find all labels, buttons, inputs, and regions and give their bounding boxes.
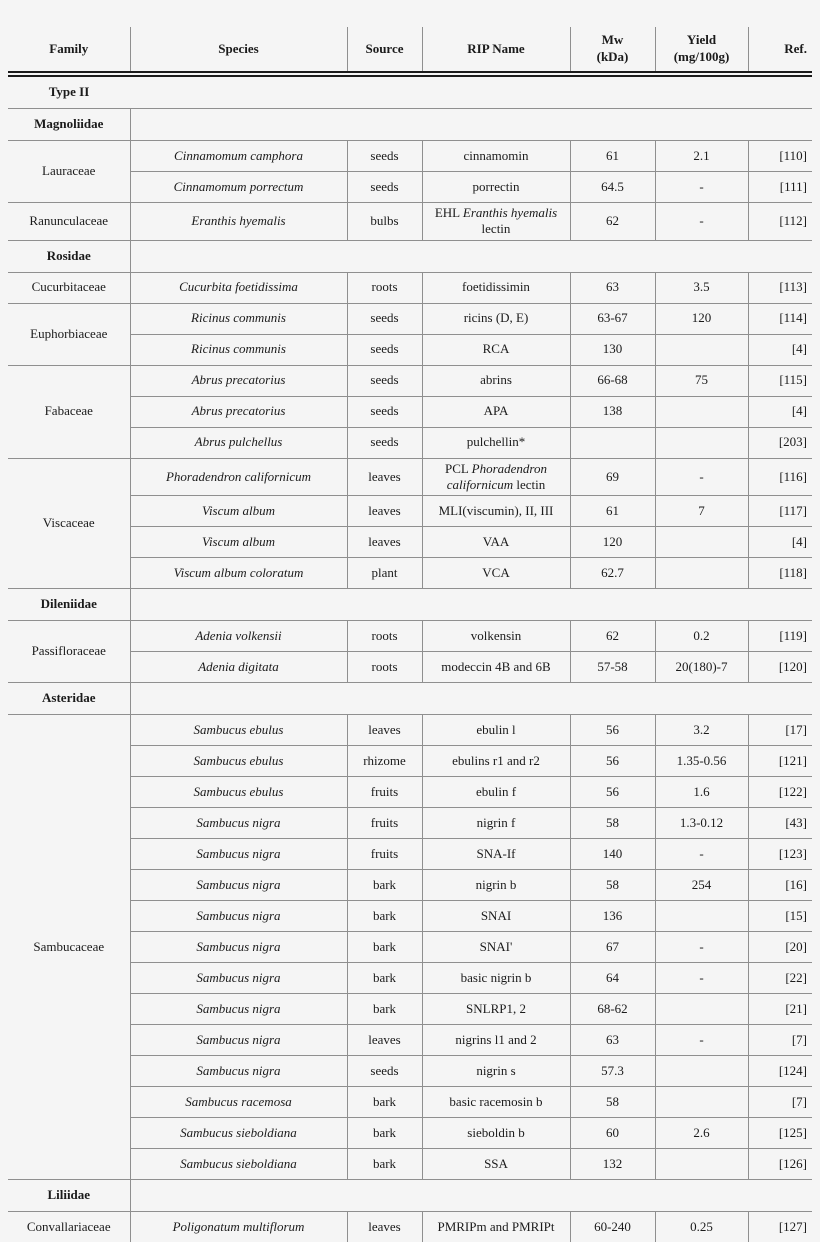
cell-ref: [118] [748, 558, 812, 589]
cell-ref: [4] [748, 396, 812, 427]
cell-source: bark [347, 932, 422, 963]
cell-ref: [7] [748, 1087, 812, 1118]
cell-mw: 62 [570, 203, 655, 241]
cell-source: leaves [347, 1025, 422, 1056]
cell-species: Sambucus nigra [130, 963, 347, 994]
cell-ref: [127] [748, 1212, 812, 1242]
section-row [8, 1180, 812, 1212]
section-spacer [130, 74, 812, 109]
cell-species: Abrus pulchellus [130, 427, 347, 458]
section-row [8, 683, 812, 715]
species-name-inline: Eranthis hyemalis [463, 205, 557, 220]
cell-source: bark [347, 1118, 422, 1149]
cell-species: Sambucus racemosa [130, 1087, 347, 1118]
cell-ref: [43] [748, 808, 812, 839]
cell-mw: 60-240 [570, 1212, 655, 1242]
table-row [8, 303, 812, 334]
section-label: Liliidae [8, 1180, 130, 1212]
rip-name-text: lectin [513, 477, 545, 492]
cell-rip-name: porrectin [422, 172, 570, 203]
table-row [8, 365, 812, 396]
cell-source: roots [347, 652, 422, 683]
cell-species: Abrus precatorius [130, 365, 347, 396]
cell-mw: 62.7 [570, 558, 655, 589]
cell-rip-name: SNA-If [422, 839, 570, 870]
cell-rip-name: modeccin 4B and 6B [422, 652, 570, 683]
cell-yield: 254 [655, 870, 748, 901]
section-spacer [130, 683, 812, 715]
cell-rip-name [422, 203, 570, 241]
cell-yield [655, 1056, 748, 1087]
cell-ref: [120] [748, 652, 812, 683]
cell-source: fruits [347, 839, 422, 870]
cell-ref: [126] [748, 1149, 812, 1180]
cell-rip-name: APA [422, 396, 570, 427]
cell-source: bark [347, 994, 422, 1025]
cell-ref: [17] [748, 715, 812, 746]
cell-ref: [4] [748, 334, 812, 365]
document-page [0, 27, 820, 1242]
cell-rip-name: SNAI' [422, 932, 570, 963]
cell-yield: 7 [655, 496, 748, 527]
cell-source: seeds [347, 334, 422, 365]
cell-yield [655, 994, 748, 1025]
cell-rip-name: cinnamomin [422, 141, 570, 172]
cell-yield: - [655, 839, 748, 870]
cell-species: Sambucus nigra [130, 870, 347, 901]
cell-yield [655, 527, 748, 558]
cell-family: Viscaceae [8, 458, 130, 589]
cell-source: seeds [347, 141, 422, 172]
cell-species: Eranthis hyemalis [130, 203, 347, 241]
cell-family: Euphorbiaceae [8, 303, 130, 365]
section-spacer [130, 589, 812, 621]
rip-table [8, 27, 812, 1242]
cell-rip-name: VCA [422, 558, 570, 589]
cell-rip-name: ricins (D, E) [422, 303, 570, 334]
column-header-mw [570, 27, 655, 74]
cell-source: bark [347, 901, 422, 932]
section-label: Rosidae [8, 240, 130, 272]
cell-rip-name: nigrin f [422, 808, 570, 839]
table-row [8, 272, 812, 303]
cell-mw: 63 [570, 272, 655, 303]
cell-yield: - [655, 172, 748, 203]
cell-yield: - [655, 932, 748, 963]
cell-rip-name: ebulins r1 and r2 [422, 746, 570, 777]
cell-rip-name: sieboldin b [422, 1118, 570, 1149]
cell-source: fruits [347, 777, 422, 808]
table-row [8, 458, 812, 496]
cell-species: Sambucus nigra [130, 1025, 347, 1056]
section-row [8, 74, 812, 109]
cell-rip-name: nigrins l1 and 2 [422, 1025, 570, 1056]
cell-family: Lauraceae [8, 141, 130, 203]
cell-ref: [117] [748, 496, 812, 527]
section-label: Dileniidae [8, 589, 130, 621]
cell-rip-name: RCA [422, 334, 570, 365]
section-row [8, 109, 812, 141]
header-label: Family [11, 41, 127, 58]
table-row [8, 141, 812, 172]
cell-yield: 0.2 [655, 621, 748, 652]
cell-ref: [203] [748, 427, 812, 458]
cell-yield: 1.6 [655, 777, 748, 808]
header-label: Mw [574, 32, 652, 49]
cell-mw: 61 [570, 496, 655, 527]
cell-rip-name: volkensin [422, 621, 570, 652]
cell-rip-name: foetidissimin [422, 272, 570, 303]
cell-source: bark [347, 963, 422, 994]
cell-rip-name: basic nigrin b [422, 963, 570, 994]
cell-ref: [121] [748, 746, 812, 777]
cell-source: seeds [347, 365, 422, 396]
cell-ref: [125] [748, 1118, 812, 1149]
cell-yield [655, 427, 748, 458]
cell-yield: 0.25 [655, 1212, 748, 1242]
cell-rip-name: basic racemosin b [422, 1087, 570, 1118]
table-row [8, 203, 812, 241]
section-spacer [130, 240, 812, 272]
cell-species: Sambucus nigra [130, 1056, 347, 1087]
header-label: Source [351, 41, 419, 58]
section-row [8, 240, 812, 272]
cell-species: Abrus precatorius [130, 396, 347, 427]
cell-ref: [115] [748, 365, 812, 396]
cell-rip-name: abrins [422, 365, 570, 396]
cell-source: fruits [347, 808, 422, 839]
cell-ref: [21] [748, 994, 812, 1025]
cell-species: Phoradendron californicum [130, 458, 347, 496]
cell-yield: - [655, 963, 748, 994]
cell-ref: [20] [748, 932, 812, 963]
cell-yield: 2.6 [655, 1118, 748, 1149]
rip-name-text: PCL [445, 461, 472, 476]
cell-source: bark [347, 870, 422, 901]
cell-yield: - [655, 203, 748, 241]
cell-yield: 3.2 [655, 715, 748, 746]
cell-yield: 1.3-0.12 [655, 808, 748, 839]
cell-mw: 56 [570, 777, 655, 808]
cell-family: Convallariaceae [8, 1212, 130, 1242]
cell-ref: [111] [748, 172, 812, 203]
cell-ref: [7] [748, 1025, 812, 1056]
cell-rip-name: SSA [422, 1149, 570, 1180]
cell-source: plant [347, 558, 422, 589]
cell-rip-name: VAA [422, 527, 570, 558]
cell-species: Ricinus communis [130, 334, 347, 365]
cell-mw: 58 [570, 870, 655, 901]
cell-mw: 64.5 [570, 172, 655, 203]
header-row [8, 27, 812, 74]
cell-ref: [124] [748, 1056, 812, 1087]
cell-species: Sambucus ebulus [130, 777, 347, 808]
header-unit: (kDa) [574, 49, 652, 66]
cell-species: Sambucus nigra [130, 901, 347, 932]
section-spacer [130, 1180, 812, 1212]
cell-yield: 1.35-0.56 [655, 746, 748, 777]
cell-species: Cucurbita foetidissima [130, 272, 347, 303]
cell-species: Sambucus nigra [130, 994, 347, 1025]
cell-ref: [119] [748, 621, 812, 652]
header-label: Ref. [752, 41, 808, 58]
cell-ref: [16] [748, 870, 812, 901]
cell-mw: 57.3 [570, 1056, 655, 1087]
cell-rip-name [422, 458, 570, 496]
cell-yield: - [655, 1025, 748, 1056]
column-header-source [347, 27, 422, 74]
cell-ref: [116] [748, 458, 812, 496]
cell-species: Sambucus ebulus [130, 746, 347, 777]
cell-mw [570, 427, 655, 458]
cell-rip-name: SNLRP1, 2 [422, 994, 570, 1025]
cell-mw: 69 [570, 458, 655, 496]
cell-mw: 58 [570, 808, 655, 839]
table-row [8, 621, 812, 652]
cell-source: seeds [347, 427, 422, 458]
cell-source: leaves [347, 715, 422, 746]
column-header-family [8, 27, 130, 74]
cell-species: Cinnamomum porrectum [130, 172, 347, 203]
cell-mw: 62 [570, 621, 655, 652]
cell-ref: [112] [748, 203, 812, 241]
cell-species: Ricinus communis [130, 303, 347, 334]
cell-ref: [22] [748, 963, 812, 994]
cell-mw: 130 [570, 334, 655, 365]
cell-source: leaves [347, 496, 422, 527]
cell-source: bulbs [347, 203, 422, 241]
cell-family: Cucurbitaceae [8, 272, 130, 303]
cell-source: bark [347, 1149, 422, 1180]
table-body [8, 74, 812, 1242]
section-label: Type II [8, 74, 130, 109]
column-header-ref [748, 27, 812, 74]
cell-rip-name: pulchellin* [422, 427, 570, 458]
cell-species: Sambucus nigra [130, 839, 347, 870]
column-header-yield [655, 27, 748, 74]
cell-mw: 67 [570, 932, 655, 963]
cell-rip-name: nigrin b [422, 870, 570, 901]
cell-source: roots [347, 272, 422, 303]
cell-ref: [122] [748, 777, 812, 808]
section-label: Asteridae [8, 683, 130, 715]
cell-ref: [123] [748, 839, 812, 870]
cell-yield [655, 901, 748, 932]
cell-species: Sambucus nigra [130, 808, 347, 839]
header-unit: (mg/100g) [659, 49, 745, 66]
cell-species: Poligonatum multiflorum [130, 1212, 347, 1242]
cell-species: Sambucus sieboldiana [130, 1149, 347, 1180]
cell-species: Viscum album coloratum [130, 558, 347, 589]
species-name-inline: Phoradendron californicum [447, 461, 547, 492]
cell-family: Sambucaceae [8, 715, 130, 1180]
rip-name-text: lectin [482, 221, 511, 236]
header-label: Species [134, 41, 344, 58]
cell-mw: 60 [570, 1118, 655, 1149]
cell-species: Viscum album [130, 527, 347, 558]
cell-species: Sambucus sieboldiana [130, 1118, 347, 1149]
cell-family: Ranunculaceae [8, 203, 130, 241]
cell-species: Sambucus ebulus [130, 715, 347, 746]
header-label: Yield [659, 32, 745, 49]
cell-family: Passifloraceae [8, 621, 130, 683]
header-label: RIP Name [426, 41, 567, 58]
cell-mw: 140 [570, 839, 655, 870]
cell-ref: [4] [748, 527, 812, 558]
cell-species: Adenia volkensii [130, 621, 347, 652]
cell-yield: 3.5 [655, 272, 748, 303]
column-header-species [130, 27, 347, 74]
section-spacer [130, 109, 812, 141]
cell-source: leaves [347, 527, 422, 558]
cell-source: seeds [347, 396, 422, 427]
cell-mw: 61 [570, 141, 655, 172]
cell-mw: 66-68 [570, 365, 655, 396]
cell-mw: 63-67 [570, 303, 655, 334]
cell-yield [655, 1087, 748, 1118]
cell-species: Cinnamomum camphora [130, 141, 347, 172]
cell-ref: [114] [748, 303, 812, 334]
cell-rip-name: MLI(viscumin), II, III [422, 496, 570, 527]
table-header [8, 27, 812, 74]
cell-ref: [113] [748, 272, 812, 303]
cell-mw: 138 [570, 396, 655, 427]
cell-source: seeds [347, 1056, 422, 1087]
rip-name-text: EHL [435, 205, 463, 220]
cell-family: Fabaceae [8, 365, 130, 458]
cell-source: seeds [347, 172, 422, 203]
table-row [8, 715, 812, 746]
cell-ref: [15] [748, 901, 812, 932]
cell-yield: 120 [655, 303, 748, 334]
cell-source: bark [347, 1087, 422, 1118]
section-label: Magnoliidae [8, 109, 130, 141]
cell-source: seeds [347, 303, 422, 334]
cell-mw: 57-58 [570, 652, 655, 683]
cell-source: leaves [347, 1212, 422, 1242]
cell-yield: 2.1 [655, 141, 748, 172]
section-row [8, 589, 812, 621]
cell-species: Sambucus nigra [130, 932, 347, 963]
cell-source: leaves [347, 458, 422, 496]
table-row [8, 1212, 812, 1242]
cell-rip-name: ebulin l [422, 715, 570, 746]
cell-yield [655, 396, 748, 427]
cell-rip-name: SNAI [422, 901, 570, 932]
cell-mw: 136 [570, 901, 655, 932]
cell-ref: [110] [748, 141, 812, 172]
cell-mw: 68-62 [570, 994, 655, 1025]
cell-species: Viscum album [130, 496, 347, 527]
cell-yield: 20(180)-7 [655, 652, 748, 683]
cell-mw: 56 [570, 746, 655, 777]
cell-yield: 75 [655, 365, 748, 396]
cell-mw: 64 [570, 963, 655, 994]
cell-yield: - [655, 458, 748, 496]
cell-yield [655, 1149, 748, 1180]
column-header-rip-name [422, 27, 570, 74]
cell-mw: 120 [570, 527, 655, 558]
cell-mw: 63 [570, 1025, 655, 1056]
cell-mw: 56 [570, 715, 655, 746]
cell-source: rhizome [347, 746, 422, 777]
cell-mw: 58 [570, 1087, 655, 1118]
cell-yield [655, 558, 748, 589]
cell-source: roots [347, 621, 422, 652]
cell-yield [655, 334, 748, 365]
cell-rip-name: PMRIPm and PMRIPt [422, 1212, 570, 1242]
cell-mw: 132 [570, 1149, 655, 1180]
cell-rip-name: nigrin s [422, 1056, 570, 1087]
cell-rip-name: ebulin f [422, 777, 570, 808]
cell-species: Adenia digitata [130, 652, 347, 683]
